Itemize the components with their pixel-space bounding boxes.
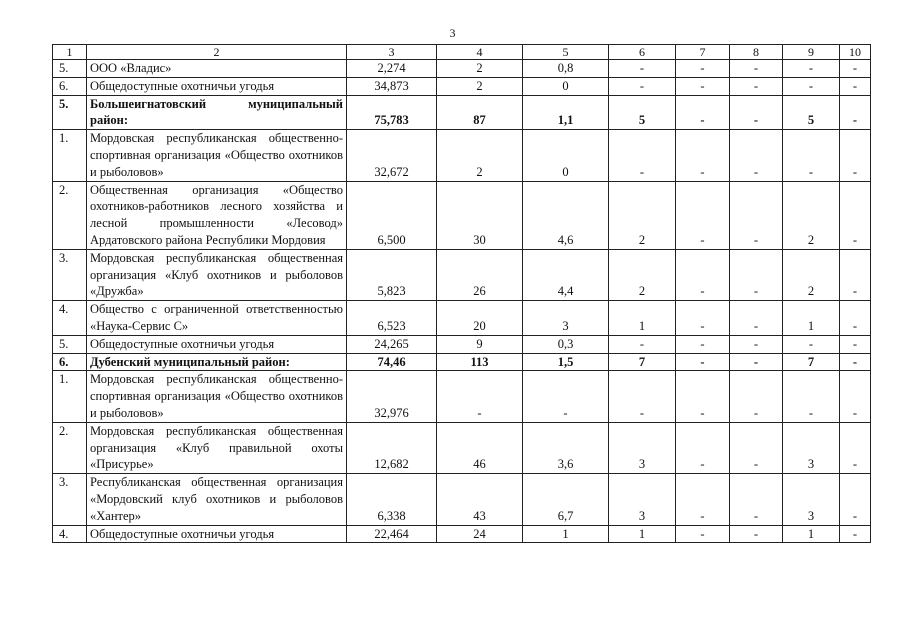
value-cell-c8: - (730, 335, 783, 353)
table-row (53, 60, 871, 78)
value-cell-c7: - (676, 181, 730, 249)
table-row (53, 77, 871, 95)
value-cell-c9: 3 (783, 474, 840, 525)
row-number-cell: 6. (53, 353, 87, 371)
district-row (53, 353, 871, 371)
value-cell-c8: - (730, 422, 783, 473)
value-cell-c9: 2 (783, 181, 840, 249)
value-cell-c4: - (437, 371, 523, 422)
table-row (53, 181, 871, 249)
value-cell-c8: - (730, 301, 783, 336)
value-cell-c8: - (730, 130, 783, 181)
value-cell-c7: - (676, 95, 730, 130)
value-cell-c9: - (783, 371, 840, 422)
value-cell-c7: - (676, 301, 730, 336)
row-number-cell: 3. (53, 249, 87, 300)
value-cell-c4: 30 (437, 181, 523, 249)
value-cell-c10: - (840, 130, 871, 181)
value-cell-c7: - (676, 249, 730, 300)
value-cell-c6: 5 (609, 95, 676, 130)
row-number-cell: 5. (53, 95, 87, 130)
value-cell-c6: 3 (609, 422, 676, 473)
value-cell-c3: 74,46 (347, 353, 437, 371)
value-cell-c5: 0 (523, 77, 609, 95)
table-row (53, 249, 871, 300)
header-cell: 7 (676, 45, 730, 60)
value-cell-c8: - (730, 181, 783, 249)
header-cell: 5 (523, 45, 609, 60)
value-cell-c4: 20 (437, 301, 523, 336)
row-number-cell: 5. (53, 335, 87, 353)
value-cell-c4: 87 (437, 95, 523, 130)
value-cell-c8: - (730, 353, 783, 371)
value-cell-c7: - (676, 422, 730, 473)
value-cell-c4: 43 (437, 474, 523, 525)
value-cell-c4: 24 (437, 525, 523, 543)
value-cell-c8: - (730, 525, 783, 543)
organization-name-cell: Мордовская республиканская общественно-спортивная организация «Общество охотников и рыболовов» (87, 130, 347, 181)
table-row (53, 525, 871, 543)
value-cell-c9: 1 (783, 525, 840, 543)
value-cell-c10: - (840, 353, 871, 371)
row-number-cell: 6. (53, 77, 87, 95)
value-cell-c6: 7 (609, 353, 676, 371)
value-cell-c6: - (609, 60, 676, 78)
organization-name-cell: Общедоступные охотничьи угодья (87, 335, 347, 353)
value-cell-c8: - (730, 371, 783, 422)
value-cell-c3: 22,464 (347, 525, 437, 543)
value-cell-c10: - (840, 95, 871, 130)
value-cell-c7: - (676, 60, 730, 78)
row-number-cell: 4. (53, 301, 87, 336)
value-cell-c3: 12,682 (347, 422, 437, 473)
row-number-cell: 4. (53, 525, 87, 543)
value-cell-c4: 2 (437, 60, 523, 78)
table-row (53, 371, 871, 422)
header-cell: 4 (437, 45, 523, 60)
row-number-cell: 2. (53, 422, 87, 473)
value-cell-c4: 9 (437, 335, 523, 353)
organization-name-cell: Общественная организация «Общество охотников-работников лесного хозяйства и лесной промышленности «Лесовод» Ардатовского района Республики Мордовия (87, 181, 347, 249)
value-cell-c9: 2 (783, 249, 840, 300)
table-row (53, 422, 871, 473)
organization-name-cell: Общедоступные охотничьи угодья (87, 77, 347, 95)
value-cell-c7: - (676, 371, 730, 422)
value-cell-c10: - (840, 301, 871, 336)
table-header-row (53, 45, 871, 60)
value-cell-c8: - (730, 95, 783, 130)
organization-name-cell: Мордовская республиканская общественно-спортивная организация «Общество охотников и рыболовов» (87, 371, 347, 422)
value-cell-c10: - (840, 474, 871, 525)
header-cell: 2 (87, 45, 347, 60)
organization-name-cell: Дубенский муниципальный район: (87, 353, 347, 371)
value-cell-c10: - (840, 249, 871, 300)
value-cell-c9: 7 (783, 353, 840, 371)
value-cell-c6: 1 (609, 525, 676, 543)
value-cell-c5: - (523, 371, 609, 422)
value-cell-c4: 2 (437, 77, 523, 95)
value-cell-c5: 1,1 (523, 95, 609, 130)
value-cell-c9: 1 (783, 301, 840, 336)
district-row (53, 95, 871, 130)
value-cell-c3: 6,523 (347, 301, 437, 336)
value-cell-c3: 6,338 (347, 474, 437, 525)
value-cell-c8: - (730, 77, 783, 95)
value-cell-c3: 75,783 (347, 95, 437, 130)
value-cell-c6: 2 (609, 181, 676, 249)
value-cell-c5: 0 (523, 130, 609, 181)
value-cell-c4: 46 (437, 422, 523, 473)
value-cell-c5: 1 (523, 525, 609, 543)
value-cell-c7: - (676, 77, 730, 95)
value-cell-c9: - (783, 60, 840, 78)
value-cell-c8: - (730, 249, 783, 300)
organization-name-cell: Мордовская республиканская общественная организация «Клуб правильной охоты «Присурье» (87, 422, 347, 473)
value-cell-c9: - (783, 77, 840, 95)
value-cell-c3: 32,672 (347, 130, 437, 181)
value-cell-c6: 1 (609, 301, 676, 336)
value-cell-c5: 4,4 (523, 249, 609, 300)
header-cell: 6 (609, 45, 676, 60)
value-cell-c3: 2,274 (347, 60, 437, 78)
value-cell-c7: - (676, 353, 730, 371)
value-cell-c4: 113 (437, 353, 523, 371)
value-cell-c8: - (730, 474, 783, 525)
organization-name-cell: Республиканская общественная организация «Мордовский клуб охотников и рыболовов «Хантер» (87, 474, 347, 525)
table-row (53, 335, 871, 353)
row-number-cell: 5. (53, 60, 87, 78)
value-cell-c10: - (840, 371, 871, 422)
value-cell-c7: - (676, 474, 730, 525)
value-cell-c3: 6,500 (347, 181, 437, 249)
row-number-cell: 2. (53, 181, 87, 249)
value-cell-c3: 32,976 (347, 371, 437, 422)
value-cell-c5: 4,6 (523, 181, 609, 249)
value-cell-c10: - (840, 77, 871, 95)
value-cell-c5: 3 (523, 301, 609, 336)
value-cell-c9: 3 (783, 422, 840, 473)
value-cell-c5: 3,6 (523, 422, 609, 473)
value-cell-c4: 2 (437, 130, 523, 181)
header-cell: 10 (840, 45, 871, 60)
value-cell-c3: 24,265 (347, 335, 437, 353)
value-cell-c10: - (840, 60, 871, 78)
header-cell: 3 (347, 45, 437, 60)
page-number: 3 (449, 26, 456, 40)
value-cell-c7: - (676, 130, 730, 181)
value-cell-c9: - (783, 130, 840, 181)
value-cell-c5: 1,5 (523, 353, 609, 371)
organization-name-cell: Общедоступные охотничьи угодья (87, 525, 347, 543)
row-number-cell: 3. (53, 474, 87, 525)
value-cell-c10: - (840, 525, 871, 543)
value-cell-c6: 2 (609, 249, 676, 300)
organization-name-cell: Большеигнатовский муниципальный район: (87, 95, 347, 130)
value-cell-c6: 3 (609, 474, 676, 525)
value-cell-c10: - (840, 422, 871, 473)
row-number-cell: 1. (53, 130, 87, 181)
value-cell-c3: 34,873 (347, 77, 437, 95)
value-cell-c9: 5 (783, 95, 840, 130)
value-cell-c4: 26 (437, 249, 523, 300)
header-cell: 9 (783, 45, 840, 60)
value-cell-c5: 6,7 (523, 474, 609, 525)
table-row (53, 474, 871, 525)
value-cell-c6: - (609, 130, 676, 181)
organization-name-cell: ООО «Владис» (87, 60, 347, 78)
value-cell-c10: - (840, 335, 871, 353)
hunting-grounds-table (52, 44, 871, 543)
value-cell-c5: 0,3 (523, 335, 609, 353)
value-cell-c9: - (783, 335, 840, 353)
value-cell-c5: 0,8 (523, 60, 609, 78)
value-cell-c7: - (676, 525, 730, 543)
table-row (53, 301, 871, 336)
value-cell-c3: 5,823 (347, 249, 437, 300)
value-cell-c6: - (609, 371, 676, 422)
value-cell-c10: - (840, 181, 871, 249)
organization-name-cell: Мордовская республиканская общественная организация «Клуб охотников и рыболовов «Дружба» (87, 249, 347, 300)
header-cell: 8 (730, 45, 783, 60)
value-cell-c6: - (609, 77, 676, 95)
value-cell-c6: - (609, 335, 676, 353)
value-cell-c7: - (676, 335, 730, 353)
header-cell: 1 (53, 45, 87, 60)
organization-name-cell: Общество с ограниченной ответственностью «Наука-Сервис С» (87, 301, 347, 336)
value-cell-c8: - (730, 60, 783, 78)
row-number-cell: 1. (53, 371, 87, 422)
table-row (53, 130, 871, 181)
